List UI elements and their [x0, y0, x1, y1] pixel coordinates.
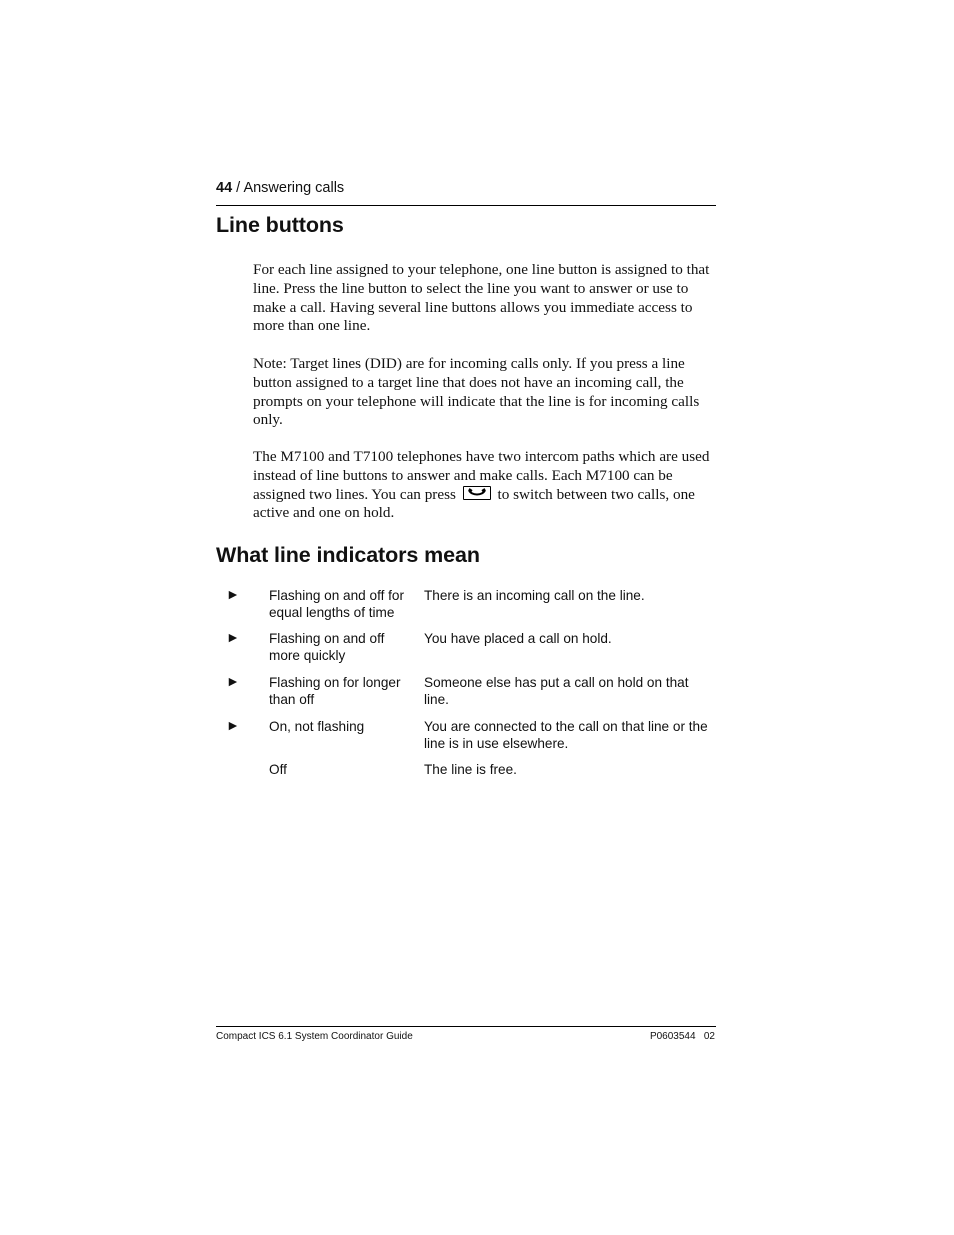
header-separator: /	[232, 180, 244, 196]
indicator-description: You have placed a call on hold.	[424, 631, 612, 646]
bullet-arrow-icon: ►	[226, 629, 240, 645]
indicator-term: Flashing on and off for equal lengths of time	[269, 588, 405, 620]
page-header	[216, 180, 716, 196]
indicator-term: On, not flashing	[269, 719, 365, 734]
paragraph-intercom-text-after: to switch between two calls, one active and one on hold.	[253, 485, 695, 522]
section-name: Answering calls	[243, 180, 345, 196]
indicator-term: Off	[269, 762, 287, 777]
paragraph-target-lines-note: Note: Target lines (DID) are for incoming calls only. If you press a line button assigned to a target line that does not have an incoming call, the prompts on your telephone will indicate that the line is for incoming calls only.	[253, 355, 700, 429]
indicator-description: The line is free.	[424, 762, 517, 777]
paragraph-line-buttons: For each line assigned to your telephone, one line button is assigned to that line. Press the line button to select the line you want to answer or use to make a call. Having several line buttons allows you immediate access to more than one line.	[253, 261, 710, 335]
footer-document-number: P0603544 02	[649, 1031, 715, 1042]
paragraph-intercom-text-before: The M7100 and T7100 telephones have two intercom paths which are used instead of line buttons to answer and make calls. Each M7100 can be assigned two lines. You can press	[253, 448, 710, 503]
hold-key-icon	[463, 486, 491, 500]
indicator-term: Flashing on for longer than off	[269, 675, 401, 707]
bullet-arrow-icon: ►	[226, 586, 240, 602]
footer-rule	[216, 1026, 716, 1027]
line-indicators-heading: What line indicators mean	[216, 543, 480, 567]
line-buttons-heading: Line buttons	[216, 213, 344, 237]
indicator-description: Someone else has put a call on hold on that line.	[424, 675, 689, 707]
indicator-description: There is an incoming call on the line.	[424, 588, 645, 603]
bullet-arrow-icon: ►	[226, 673, 240, 689]
indicator-description: You are connected to the call on that line or the line is in use elsewhere.	[424, 719, 708, 751]
footer-guide-title: Compact ICS 6.1 System Coordinator Guide	[216, 1031, 413, 1042]
indicator-term: Flashing on and off more quickly	[269, 631, 385, 663]
page-number: 44	[216, 180, 233, 196]
bullet-arrow-icon: ►	[226, 717, 240, 733]
paragraph-intercom-paths	[253, 448, 718, 523]
header-rule	[216, 205, 716, 206]
